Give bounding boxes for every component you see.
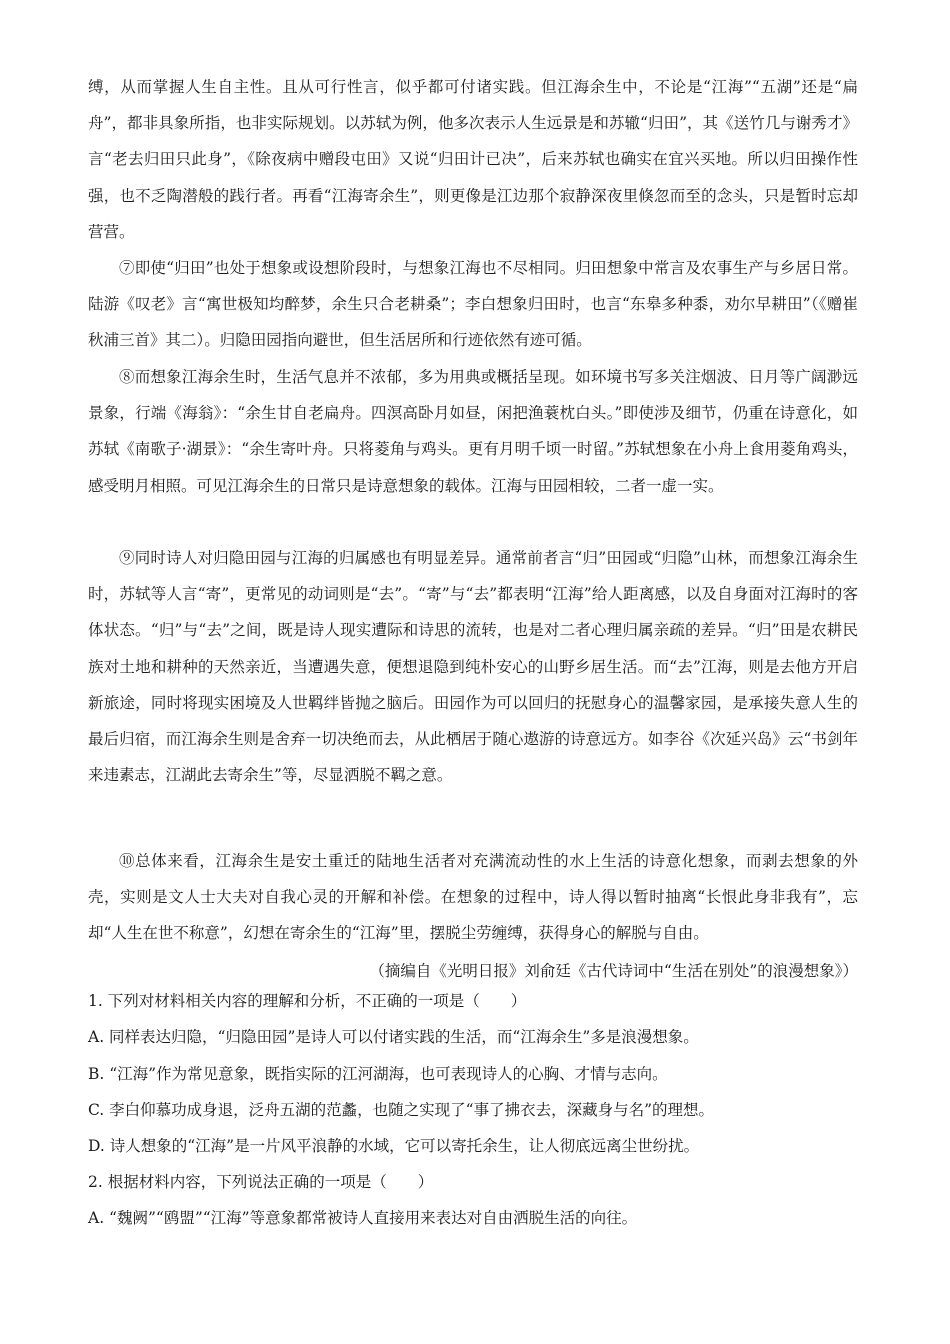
paragraph-10: ⑩总体来看，江海余生是安土重迁的陆地生活者对充满流动性的水上生活的诗意化想象，而剥去想象的外壳，实则是文人士大夫对自我心灵的开解和补偿。在想象的过程中，诗人得以暂时抽离“长恨此身非我有”，忘却“人生在世不称意”，幻想在寄余生的“江海”里，摆脱尘劳缠缚，获得身心的解脱与自由。 bbox=[88, 852, 858, 943]
paragraph-7: ⑦即使“归田”也处于想象或设想阶段时，与想象江海也不尽相同。归田想象中常言及农事生产与乡居日常。陆游《叹老》言“寓世极知均醉梦，余生只合老耕桑”；李白想象归田时，也言“东皋多种黍，劝尔早耕田”（《赠崔秋浦三首》其二）。归隐田园指向避世，但生活居所和行迹依然有迹可循。 bbox=[88, 259, 858, 350]
paragraph-9: ⑨同时诗人对归隐田园与江海的归属感也有明显差异。通常前者言“归”田园或“归隐”山林，而想象江海余生时，苏轼等人言“寄”，更常见的动词则是“去”。“寄”与“去”都表明“江海”给人距离感，以及自身面对江海时的客体状态。“归”与“去”之间，既是诗人现实遭际和诗思的流转，也是对二者心理归属亲疏的差异。“归”田是农耕民族对土地和耕种的天然亲近，当遭遇失意，便想退隐到纯朴安心的山野乡居生活。而“去”江海，则是去他方开启新旅途，同时将现实困境及人世羁绊皆抛之脑后。田园作为可以回归的抚慰身心的温馨家园，是承接失意人生的最后归宿，而江海余生则是舍弃一切决绝而去，从此栖居于随心遨游的诗意远方。如李谷《次延兴岛》云“书剑年来违素志，江湖此去寄余生”等，尽显洒脱不羁之意。 bbox=[88, 549, 858, 785]
question-1-option-a: A. 同样表达归隐，“归隐田园”是诗人可以付诸实践的生活，而“江海余生”多是浪漫想象。 bbox=[88, 1028, 699, 1046]
question-1-option-d: D. 诗人想象的“江海”是一片风平浪静的水域，它可以寄托余生，让人彻底远离尘世纷扰。 bbox=[88, 1137, 700, 1155]
paragraph-continuation: 缚，从而掌握人生自主性。且从可行性言，似乎都可付诸实践。但江海余生中，不论是“江海”“五湖”还是“扁舟”，都非具象所指，也非实际规划。以苏轼为例，他多次表示人生远景是和苏辙“归田”，其《送竹几与谢秀才》言“老去归田只此身”，《除夜病中赠段屯田》又说“归田计已决”，后来苏轼也确实在宜兴买地。所以归田操作性强，也不乏陶潜般的践行者。再看“江海寄余生”，则更像是江边那个寂静深夜里倏忽而至的念头，只是暂时忘却营营。 bbox=[88, 78, 858, 241]
question-1-option-b: B. “江海”作为常见意象，既指实际的江河湖海，也可表现诗人的心胸、才情与志向。 bbox=[88, 1065, 668, 1083]
question-2-stem: 2. 根据材料内容，下列说法正确的一项是（ ） bbox=[88, 1173, 434, 1191]
question-1-stem: 1. 下列对材料相关内容的理解和分析，不正确的一项是（ ） bbox=[88, 992, 527, 1010]
source-citation: （摘编自《光明日报》刘俞廷《古代诗词中“生活在别处”的浪漫想象》） bbox=[369, 962, 858, 980]
question-2-option-a: A. “魏阙”“鸥盟”“江海”等意象都常被诗人直接用来表达对自由洒脱生活的向往。 bbox=[88, 1209, 638, 1227]
question-1-option-c: C. 李白仰慕功成身退，泛舟五湖的范蠡，也随之实现了“事了拂衣去，深藏身与名”的理想。 bbox=[88, 1101, 715, 1119]
paragraph-8: ⑧而想象江海余生时，生活气息并不浓郁，多为用典或概括呈现。如环境书写多关注烟波、日月等广阔渺远景象，行端《海翁》：“余生甘自老扁舟。四溟高卧月如昼，闲把渔蓑枕白头。”即使涉及细节，仍重在诗意化，如苏轼《南歌子·湖景》：“余生寄叶舟。只将菱角与鸡头。更有月明千顷一时留。”苏轼想象在小舟上食用菱角鸡头，感受明月相照。可见江海余生的日常只是诗意想象的载体。江海与田园相较，二者一虚一实。 bbox=[88, 368, 858, 495]
